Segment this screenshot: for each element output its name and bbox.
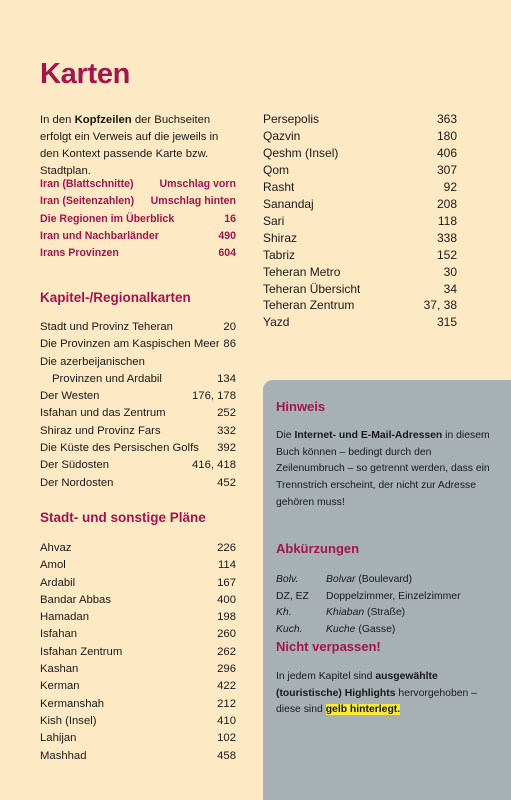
- intro-text-1: In den: [40, 114, 75, 126]
- page-number: 315: [436, 315, 457, 330]
- map-index-entry: [40, 457, 236, 474]
- nicht-verpassen-bold: ausgewählte (touristische) Highlights: [276, 671, 438, 699]
- map-name: Kermanshah: [40, 697, 105, 710]
- map-name: Iran (Seitenzahlen): [40, 195, 135, 208]
- map-index-entry: [40, 228, 236, 245]
- map-name: Der Westen: [40, 390, 100, 403]
- page-number: 102: [217, 732, 236, 745]
- map-index-entry: [263, 281, 457, 298]
- info-sidebox: [263, 380, 511, 800]
- map-name: Iran (Blattschnitte): [40, 178, 134, 190]
- page-number: 332: [217, 424, 236, 437]
- map-name: Hamadan: [40, 611, 89, 624]
- abbreviation-code: Kh.: [276, 607, 292, 618]
- map-index-entry: [263, 314, 457, 331]
- map-name: Sanandaj: [263, 196, 314, 211]
- map-index-entry: [40, 748, 236, 765]
- map-index-entry: [263, 179, 457, 196]
- abbreviation-translation: (Gasse): [355, 623, 396, 635]
- map-index-entry: [40, 176, 236, 193]
- map-index-entry: [263, 128, 457, 145]
- page-number: 226: [217, 542, 236, 554]
- map-index-entry: [40, 475, 236, 492]
- abbreviation-entry: [276, 589, 501, 606]
- map-index-entry: [40, 644, 236, 661]
- page-number: 34: [443, 281, 457, 296]
- map-index-entry: [40, 388, 236, 405]
- city-maps-list-continued: [263, 111, 457, 331]
- abbreviation-meaning: [326, 572, 412, 589]
- page-number: 452: [217, 476, 236, 489]
- map-index-entry: [263, 162, 457, 179]
- map-index-entry: [263, 247, 457, 264]
- map-index-entry: [40, 193, 236, 210]
- map-index-entry: [40, 319, 236, 336]
- page-number: 410: [217, 714, 236, 727]
- abbreviation-code: Kuch.: [276, 623, 303, 635]
- map-index-entry: [40, 557, 236, 574]
- map-index-entry: [263, 213, 457, 230]
- page-number: 604: [218, 247, 236, 260]
- map-name: Die Provinzen am Kaspischen Meer: [40, 338, 220, 351]
- map-name: Mashhad: [40, 749, 87, 762]
- highlight-marker: gelb hinterlegt.: [325, 704, 401, 716]
- map-name: Bandar Abbas: [40, 593, 111, 606]
- abbreviation-code: Bolv.: [276, 574, 299, 585]
- map-name: Qeshm (Insel): [263, 145, 339, 160]
- map-name: Persepolis: [263, 112, 320, 126]
- page-number: 307: [436, 162, 457, 177]
- map-name: Die Küste des Persischen Golfs: [40, 442, 199, 455]
- abbreviation-entry: [276, 622, 501, 639]
- page-number: 198: [217, 611, 236, 624]
- page-number: 416, 418: [192, 459, 236, 472]
- page-number: 338: [436, 230, 457, 245]
- map-index-entry: [40, 371, 236, 388]
- page-number: Umschlag vorn: [159, 178, 236, 190]
- abbreviation-translation: (Boulevard): [355, 574, 413, 585]
- map-name: Teheran Metro: [263, 264, 341, 279]
- intro-text-2: der Buchseiten erfolgt ein Verweis auf die jeweils in den Kontext passende Karte bzw. Stadtplan.: [40, 114, 219, 177]
- map-index-entry: [40, 354, 236, 371]
- page-number: 176, 178: [192, 390, 236, 403]
- nicht-verpassen-text-1: In jedem Kapitel sind: [276, 671, 376, 682]
- page-number: 92: [443, 179, 457, 194]
- map-index-entry: [40, 423, 236, 440]
- map-index-entry: [40, 678, 236, 695]
- abbreviation-meaning: [326, 605, 405, 622]
- regional-maps-heading: Kapitel-/Regionalkarten: [40, 290, 191, 305]
- map-index-entry: [263, 297, 457, 314]
- map-name: Kashan: [40, 663, 79, 676]
- abbreviation-meaning: [326, 622, 395, 639]
- map-index-entry: [40, 730, 236, 747]
- page-number: 406: [436, 145, 457, 160]
- map-name: Qom: [263, 162, 290, 177]
- nicht-verpassen-text: [276, 669, 498, 719]
- map-index-entry: [40, 211, 236, 228]
- map-name: Die Regionen im Überblick: [40, 212, 175, 225]
- map-name: Teheran Übersicht: [263, 281, 361, 296]
- page-number: 262: [217, 645, 236, 658]
- page-number: 134: [217, 372, 236, 385]
- page-number: 458: [217, 749, 236, 762]
- map-name: Tabriz: [263, 247, 296, 262]
- page-title: Karten: [40, 58, 131, 90]
- map-name: Amol: [40, 559, 66, 572]
- map-index-entry: [263, 230, 457, 247]
- map-index-entry: [40, 626, 236, 643]
- hinweis-bold: Internet- und E-Mail-Adressen: [294, 430, 443, 441]
- hinweis-text: [276, 428, 498, 512]
- page-number: 16: [224, 212, 236, 225]
- regional-maps-list: [40, 319, 236, 492]
- map-index-entry: [40, 713, 236, 730]
- map-name: Isfahan und das Zentrum: [40, 407, 166, 420]
- map-index-entry: [40, 540, 236, 557]
- map-name: Stadt und Provinz Teheran: [40, 321, 173, 333]
- map-name: Provinzen und Ardabil: [52, 372, 162, 385]
- page-number: 20: [223, 321, 236, 333]
- abbreviation-term: Bolvar: [326, 574, 356, 585]
- map-name: Sari: [263, 213, 285, 228]
- page-number: 400: [217, 593, 236, 606]
- map-index-entry: [263, 264, 457, 281]
- abbreviation-term: Kuche: [326, 623, 356, 635]
- map-name: Der Südosten: [40, 459, 110, 472]
- abbreviation-code: DZ, EZ: [276, 590, 309, 602]
- abbreviation-entry: [276, 572, 501, 589]
- map-index-entry: [263, 145, 457, 162]
- intro-paragraph: [40, 112, 240, 180]
- map-name: Isfahan: [40, 628, 78, 641]
- map-index-entry: [40, 575, 236, 592]
- abbreviations-list: [276, 572, 501, 638]
- page-number: 86: [223, 338, 236, 351]
- abbreviation-term: Khiaban: [326, 607, 365, 618]
- map-index-entry: [263, 111, 457, 128]
- map-name: Shiraz und Provinz Fars: [40, 424, 161, 437]
- page-number: 152: [436, 247, 457, 262]
- page-number: 37, 38: [423, 298, 457, 313]
- map-name: Ardabil: [40, 576, 76, 589]
- page-number: 167: [217, 576, 236, 589]
- map-name: Rasht: [263, 179, 295, 194]
- map-name: Yazd: [263, 315, 290, 330]
- map-name: Iran und Nachbarländer: [40, 229, 159, 242]
- map-name: Kerman: [40, 680, 80, 693]
- abbreviations-heading: Abkürzungen: [276, 541, 360, 556]
- nicht-verpassen-text-2: hervorgehoben – diese sind: [276, 687, 477, 716]
- page-number: 252: [217, 407, 236, 420]
- page-number: 114: [217, 559, 236, 572]
- page-number: 180: [436, 128, 457, 143]
- abbreviation-translation: Doppelzimmer, Einzelzimmer: [326, 590, 461, 602]
- map-name: Der Nordosten: [40, 476, 114, 489]
- map-name: Kish (Insel): [40, 714, 97, 727]
- abbreviation-translation: (Straße): [364, 607, 406, 618]
- iran-maps-list: [40, 176, 236, 262]
- nicht-verpassen-heading: Nicht verpassen!: [276, 639, 381, 654]
- map-index-entry: [40, 405, 236, 422]
- map-index-entry: [263, 196, 457, 213]
- map-index-entry: [40, 609, 236, 626]
- map-name: Isfahan Zentrum: [40, 645, 123, 658]
- map-name: Lahijan: [40, 732, 77, 745]
- map-index-entry: [40, 440, 236, 457]
- hinweis-heading: Hinweis: [276, 399, 326, 414]
- city-maps-heading: Stadt- und sonstige Pläne: [40, 510, 206, 525]
- map-name: Teheran Zentrum: [263, 298, 355, 313]
- map-index-entry: [40, 696, 236, 713]
- page-number: 392: [217, 442, 236, 455]
- page-number: 260: [217, 628, 236, 641]
- page-number: 422: [217, 680, 236, 693]
- city-maps-list: [40, 540, 236, 765]
- page-number: 118: [437, 213, 457, 228]
- map-name: Qazvin: [263, 128, 301, 143]
- abbreviation-meaning: [326, 589, 461, 606]
- page-number: Umschlag hinten: [150, 195, 236, 208]
- intro-bold: Kopfzeilen: [74, 114, 132, 126]
- map-name: Ahvaz: [40, 542, 72, 554]
- page-number: 490: [218, 229, 236, 242]
- page-number: 212: [217, 697, 236, 710]
- page-number: 363: [436, 112, 457, 126]
- map-index-entry: [40, 592, 236, 609]
- hinweis-text-2: in diesem Buch können – bedingt durch den Zeilenumbruch – so getrennt werden, dass ein Trennstrich erscheint, der nicht zur Adresse gehören muss!: [276, 430, 490, 508]
- map-index-entry: [40, 661, 236, 678]
- map-index-entry: [40, 245, 236, 262]
- map-name: Shiraz: [263, 230, 298, 245]
- map-name: Die azerbeijanischen: [40, 355, 145, 368]
- page-number: 30: [443, 264, 457, 279]
- map-index-entry: [40, 336, 236, 353]
- page-number: 208: [436, 196, 457, 211]
- map-name: Irans Provinzen: [40, 247, 119, 260]
- abbreviation-entry: [276, 605, 501, 622]
- page-number: 296: [217, 663, 236, 676]
- hinweis-text-1: Die: [276, 430, 295, 441]
